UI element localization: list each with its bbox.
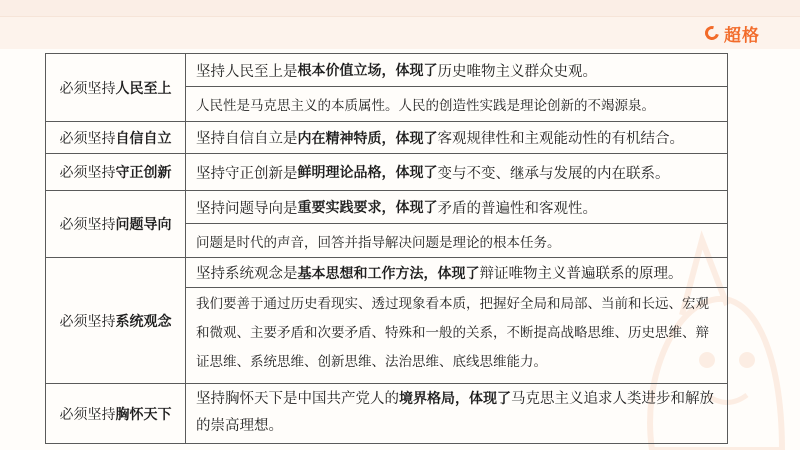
- table-row: [186, 154, 727, 190]
- row-text-c: 马克思主义追求人类进步和解放的崇高理想。: [196, 391, 714, 434]
- table-row: [186, 288, 727, 383]
- label-key: 系统观念: [115, 313, 172, 330]
- table-group: [46, 384, 727, 443]
- label-prefix: 必须坚持: [59, 313, 116, 330]
- row-text-a: 坚持问题导向是: [196, 200, 298, 217]
- top-banner-strip: [0, 16, 800, 49]
- brand-logo: [705, 22, 760, 44]
- label-key: 胸怀天下: [115, 406, 172, 423]
- row-text-a: 坚持自信自立是: [196, 131, 298, 147]
- label-prefix: 必须坚持: [59, 130, 116, 147]
- row-text: 问题是时代的声音，回答并指导解决问题是理论的根本任务。: [196, 234, 561, 251]
- brand-name: 超格: [724, 25, 760, 46]
- row-text-b: 基本思想和工作方法，体现了: [297, 265, 480, 282]
- label-key: 人民至上: [115, 80, 172, 97]
- table-row: [186, 87, 727, 121]
- row-text: 人民性是马克思主义的本质属性。人民的创造性实践是理论创新的不竭源泉。: [196, 98, 655, 114]
- table-row: [186, 224, 727, 257]
- label-prefix: 必须坚持: [59, 217, 116, 233]
- row-text-b: 重要实践要求，体现了: [297, 200, 438, 216]
- row-text-a: 坚持胸怀天下是中国共产党人的: [196, 391, 399, 407]
- group-label: [46, 154, 186, 190]
- row-text-c: 辩证唯物主义普遍联系的原理。: [479, 266, 683, 282]
- group-label: [46, 54, 186, 121]
- label-key: 自信自立: [115, 130, 172, 147]
- row-text-b: 境界格局，体现了: [399, 391, 511, 407]
- row-text: 我们要善于通过历史看现实、透过现象看本质，把握好全局和局部、当前和长远、宏观和微观、主要矛盾和次要矛盾、特殊和一般的关系，不断提高战略思维、历史思维、辩证思维、系统思维、创新思维、法治思维、底线思维能力。: [196, 296, 709, 370]
- label-key: 问题导向: [115, 217, 172, 233]
- top-banner: [0, 0, 800, 48]
- group-label: [46, 384, 186, 443]
- row-text-a: 坚持守正创新是: [196, 165, 298, 182]
- table-row: [186, 384, 727, 443]
- row-text-a: 坚持系统观念是: [196, 266, 298, 282]
- group-label: [46, 122, 186, 153]
- label-prefix: 必须坚持: [59, 406, 116, 423]
- group-label: [46, 258, 186, 383]
- table-group: [46, 191, 727, 258]
- summary-table: [45, 53, 728, 444]
- table-group: [46, 122, 727, 154]
- table-group: [46, 154, 727, 191]
- label-key: 守正创新: [115, 165, 172, 181]
- row-text-c: 客观规律性和主观能动性的有机结合。: [437, 131, 684, 147]
- row-text-b: 鲜明理论品格，体现了: [297, 165, 438, 181]
- row-text-c: 变与不变、继承与发展的内在联系。: [437, 165, 670, 182]
- brand-g-icon: [702, 23, 721, 42]
- table-row: [186, 191, 727, 224]
- row-text-c: 矛盾的普遍性和客观性。: [437, 200, 597, 217]
- label-prefix: 必须坚持: [59, 165, 116, 181]
- group-label: [46, 191, 186, 257]
- row-text-a: 坚持人民至上是: [196, 63, 298, 80]
- row-text-b: 根本价值立场，体现了: [297, 63, 438, 79]
- table-row: [186, 258, 727, 288]
- table-group: [46, 54, 727, 122]
- row-text-b: 内在精神特质，体现了: [297, 130, 438, 147]
- table-row: [186, 122, 727, 153]
- table-group: [46, 258, 727, 384]
- row-text-c: 历史唯物主义群众史观。: [437, 63, 597, 80]
- label-prefix: 必须坚持: [59, 80, 116, 97]
- table-row: [186, 54, 727, 87]
